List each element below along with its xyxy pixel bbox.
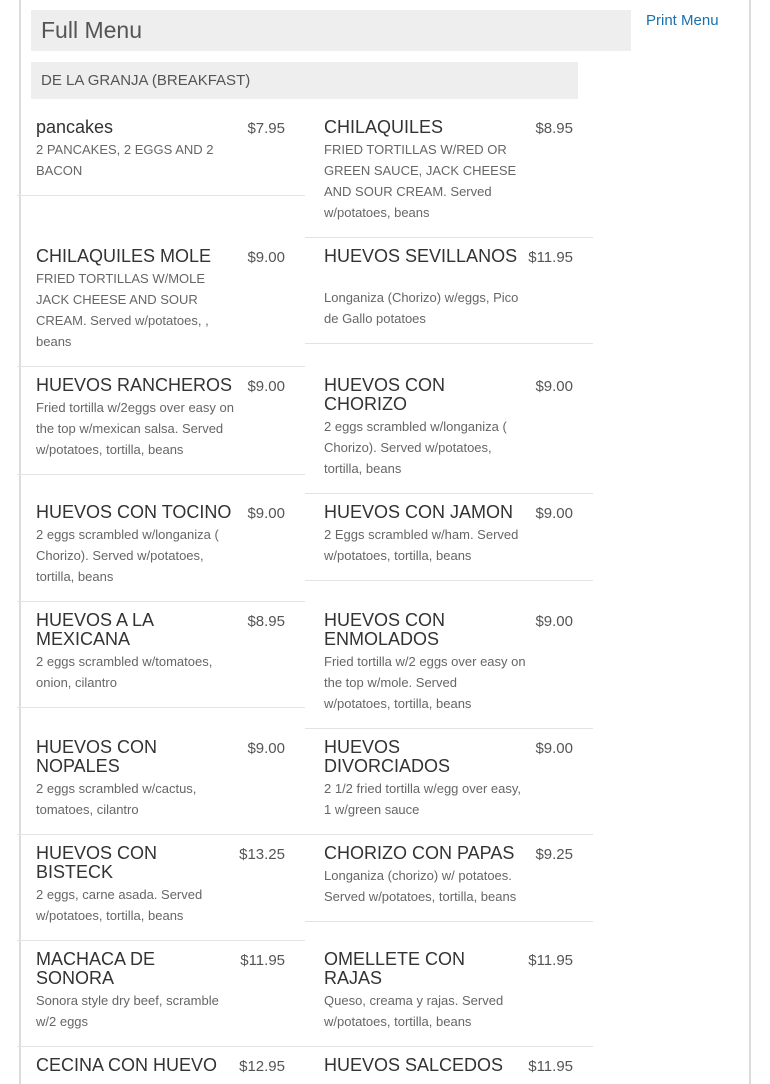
item-description: Queso, creama y rajas. Served w/potatoes, tortilla, beans (324, 993, 504, 1029)
item-description: 2 eggs scrambled w/longaniza ( Chorizo). Served w/potatoes, tortilla, beans (324, 419, 507, 476)
item-name: HUEVOS CON CHORIZO (324, 375, 446, 414)
menu-item[interactable] (17, 503, 305, 602)
menu-item[interactable] (17, 950, 305, 1047)
item-description: Longaniza (chorizo) w/ potatoes. Served w/potatoes, tortilla, beans (324, 868, 517, 904)
item-name: HUEVOS CON TOCINO (36, 502, 232, 522)
item-description: 2 1/2 fried tortilla w/egg over easy, 1 w/green sauce (324, 781, 522, 817)
item-price: $7.95 (247, 120, 285, 137)
menu-frame-right-border (749, 0, 751, 1084)
item-price: $9.00 (247, 249, 285, 266)
menu-item[interactable] (305, 247, 593, 344)
menu-item[interactable] (17, 376, 305, 475)
item-price: $9.00 (535, 613, 573, 630)
item-name: HUEVOS CON BISTECK (36, 843, 158, 882)
item-name: HUEVOS CON NOPALES (36, 737, 158, 776)
item-price: $12.95 (239, 1058, 285, 1075)
item-description: Fried tortilla w/2 eggs over easy on the top w/mole. Served w/potatoes, tortilla, beans (324, 654, 526, 711)
item-name: HUEVOS DIVORCIADOS (324, 737, 451, 776)
menu-item[interactable] (305, 844, 593, 922)
item-description: 2 eggs scrambled w/tomatoes, onion, cilantro (36, 654, 213, 690)
menu-item[interactable] (305, 1056, 593, 1084)
item-description: FRIED TORTILLAS W/RED OR GREEN SAUCE, JACK CHEESE AND SOUR CREAM. Served w/potatoes, beans (324, 142, 517, 220)
item-name: MACHACA DE SONORA (36, 949, 156, 988)
menu-item[interactable] (17, 118, 305, 196)
item-name: OMELLETE CON RAJAS (324, 949, 466, 988)
item-name: HUEVOS CON ENMOLADOS (324, 610, 446, 649)
item-name: HUEVOS CON JAMON (324, 502, 514, 522)
page-title: Full Menu (31, 10, 631, 51)
menu-item[interactable] (305, 611, 593, 729)
item-name: HUEVOS A LA MEXICANA (36, 610, 154, 649)
menu-item[interactable] (305, 950, 593, 1047)
item-name: CHILAQUILES (324, 117, 444, 137)
item-name: CHORIZO CON PAPAS (324, 843, 515, 863)
menu-item[interactable] (17, 247, 305, 367)
item-description: Sonora style dry beef, scramble w/2 eggs (36, 993, 219, 1029)
item-price: $8.95 (247, 613, 285, 630)
menu-item[interactable] (17, 1056, 305, 1084)
item-description: Longaniza (Chorizo) w/eggs, Pico de Gallo potatoes (324, 290, 519, 326)
menu-item[interactable] (305, 738, 593, 835)
item-description: Fried tortilla w/2eggs over easy on the top w/mexican salsa. Served w/potatoes, tortilla, beans (36, 400, 234, 457)
menu-item[interactable] (17, 844, 305, 941)
item-name: HUEVOS RANCHEROS (36, 375, 233, 395)
menu-item[interactable] (305, 503, 593, 581)
menu-item[interactable] (305, 118, 593, 238)
item-price: $9.25 (535, 846, 573, 863)
item-description: 2 eggs scrambled w/longaniza ( Chorizo). Served w/potatoes, tortilla, beans (36, 527, 219, 584)
print-menu-link[interactable]: Print Menu (646, 12, 719, 29)
item-price: $9.00 (535, 740, 573, 757)
section-title: DE LA GRANJA (BREAKFAST) (31, 62, 578, 99)
item-name: pancakes (36, 117, 114, 137)
menu-item[interactable] (17, 738, 305, 835)
item-price: $13.25 (239, 846, 285, 863)
item-price: $8.95 (535, 120, 573, 137)
item-description: FRIED TORTILLAS W/MOLE JACK CHEESE AND SOUR CREAM. Served w/potatoes, , beans (36, 271, 209, 349)
menu-item[interactable] (17, 611, 305, 708)
item-name: CHILAQUILES MOLE (36, 246, 212, 266)
item-description: 2 Eggs scrambled w/ham. Served w/potatoes, tortilla, beans (324, 527, 519, 563)
item-name: CECINA CON HUEVO (36, 1055, 218, 1075)
item-description: 2 eggs scrambled w/cactus, tomatoes, cilantro (36, 781, 197, 817)
item-price: $9.00 (247, 378, 285, 395)
item-price: $11.95 (528, 249, 573, 266)
item-description: 2 PANCAKES, 2 EGGS AND 2 BACON (36, 142, 214, 178)
menu-item[interactable] (305, 376, 593, 494)
item-description: 2 eggs, carne asada. Served w/potatoes, tortilla, beans (36, 887, 203, 923)
item-price: $11.95 (528, 1058, 573, 1075)
item-price: $11.95 (528, 952, 573, 969)
item-name: HUEVOS SEVILLANOS (324, 246, 518, 266)
item-price: $11.95 (240, 952, 285, 969)
item-price: $9.00 (535, 505, 573, 522)
item-name: HUEVOS SALCEDOS (324, 1055, 504, 1075)
item-price: $9.00 (535, 378, 573, 395)
item-price: $9.00 (247, 740, 285, 757)
item-price: $9.00 (247, 505, 285, 522)
